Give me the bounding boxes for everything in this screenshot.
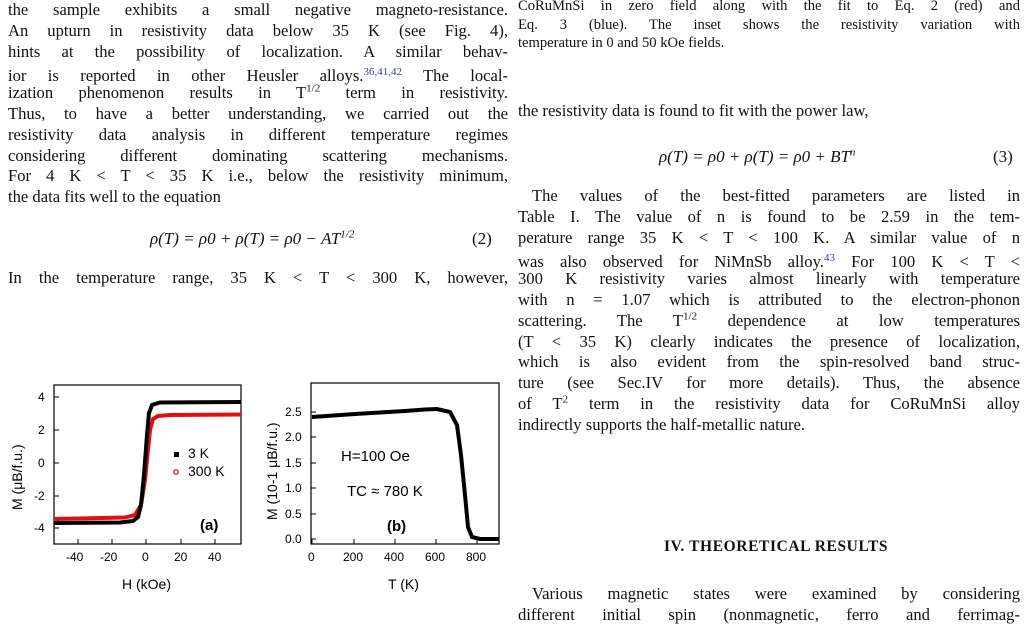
legend-marker-3K <box>174 452 179 457</box>
x-axis-label: H (kOe) <box>122 576 171 592</box>
x-tick-label: 400 <box>384 550 405 564</box>
tc-annotation: TC ≈ 780 K <box>347 483 423 500</box>
text-line: indirectly supports the half-metallic nature. <box>518 414 806 434</box>
y-tick-label: 0.0 <box>285 532 302 546</box>
text-line: which is also evident from the spin-resolved band struc- <box>518 352 1020 372</box>
y-axis-label: M (10-1 μB/f.u.) <box>264 422 280 520</box>
y-tick-label: 2 <box>38 423 45 437</box>
text-line: The values of the best-fitted parameters are listed in <box>532 186 1020 205</box>
y-tick-label: -4 <box>34 521 45 535</box>
y-tick-label: 0 <box>38 456 45 470</box>
y-tick-label: 1.5 <box>285 456 302 470</box>
x-tick-label: 0 <box>142 550 149 564</box>
text-line: ization phenomenon results in $T^{1/2}$ term in resistivity. <box>8 82 508 103</box>
y-tick-label: -2 <box>34 489 45 503</box>
field-annotation: H=100 Oe <box>341 448 410 465</box>
text-line: the resistivity data is found to fit with the power law, <box>518 101 869 120</box>
y-tick-label: 1.0 <box>285 481 302 495</box>
x-tick-label: 800 <box>466 550 487 564</box>
text-line: perature range 35 K < T < 100 K. A similar value of n <box>518 227 1020 247</box>
citation-link[interactable]: 36,41,42 <box>363 66 402 79</box>
y-tick-label: 2.0 <box>285 430 302 444</box>
y-tick-label: 4 <box>38 390 45 404</box>
figure-panel-a <box>0 375 255 605</box>
x-tick-label: 20 <box>174 550 188 564</box>
left-column-after-eq <box>8 268 508 289</box>
text-line: 300 K resistivity varies almost linearly with temperature <box>518 269 1020 289</box>
caption-line: temperature in 0 and 50 kOe fields. <box>518 35 725 52</box>
text-line: the sample exhibits a small negative magneto-resistance. <box>8 0 508 19</box>
text-line: of $T^2$ term in the resistivity data for CoRuMnSi alloy <box>518 393 1021 413</box>
x-axis-label: T (K) <box>388 576 419 592</box>
right-paragraph <box>518 186 1020 436</box>
panel-label-a: (a) <box>200 517 219 534</box>
text-line: the data fits well to the equation <box>8 187 221 207</box>
figure-caption <box>518 0 1020 53</box>
text-line: hints at the possibility of localization. A similar behav- <box>8 41 508 61</box>
y-tick-label: 0.5 <box>285 507 302 521</box>
x-tick-label: 40 <box>208 550 222 564</box>
text-line: Various magnetic states were examined by considering <box>532 584 1020 603</box>
text-line: scattering. The $T^{1/2}$ dependence at low temperatures <box>518 310 1020 330</box>
x-tick-label: -20 <box>100 550 118 564</box>
section-heading: IV. THEORETICAL RESULTS <box>664 538 889 555</box>
left-column-top <box>8 0 508 208</box>
text-line: with n = 1.07 which is attributed to the electron-phonon <box>518 289 1020 309</box>
legend-marker-300K <box>174 470 179 475</box>
text-line: was also observed for NiMnSb alloy.$^{43}$ For 100 K < T < <box>518 252 1020 272</box>
text-line: In the temperature range, 35 K < T < 300 K, however, <box>8 268 508 287</box>
x-tick-label: 0 <box>308 550 315 564</box>
text-line: ior is reported in other Heusler alloys.$^{36,41,42}$ The local- <box>8 66 508 86</box>
text-line: Thus, to have a better understanding, we carried out the <box>8 103 508 123</box>
legend-label-3K: 3 K <box>188 445 210 461</box>
panel-label-b: (b) <box>387 518 407 535</box>
equation-3-number: (3) <box>993 147 1013 166</box>
text-line: Table I. The value of n is found to be 2.59 in the tem- <box>518 206 1020 226</box>
text-line: ture (see Sec.IV for more details). Thus, the absence <box>518 373 1020 393</box>
x-tick-label: 200 <box>343 550 364 564</box>
legend-label-300K: 300 K <box>188 463 225 479</box>
caption-line: Eq. 3 (blue). The inset shows the resistivity variation with <box>518 16 1020 33</box>
text-line: resistivity data analysis in different temperature regimes <box>8 124 508 144</box>
right-final-paragraph <box>518 584 1020 626</box>
text-line: considering different dominating scattering mechanisms. <box>8 145 508 165</box>
text-line: different initial spin (nonmagnetic, ferro and ferrimag- <box>518 604 1020 624</box>
x-tick-label: 600 <box>425 550 446 564</box>
text-line: An upturn in resistivity data below 35 K (see Fig. 4), <box>8 20 508 40</box>
equation-2-number: (2) <box>472 229 492 248</box>
caption-line: CoRuMnSi in zero field along with the fit to Eq. 2 (red) and <box>518 0 1020 14</box>
figure-panel-b <box>255 375 510 605</box>
y-tick-label: 2.5 <box>285 405 302 419</box>
right-intro <box>518 101 1020 122</box>
text-line: (T < 35 K) clearly indicates the presence of localization, <box>518 331 1020 351</box>
equation-2: $\rho(T) = \rho 0 + \rho(T) = \rho 0 - AT^{1/2}$ <box>150 228 355 248</box>
x-tick-label: -40 <box>66 550 84 564</box>
citation-link[interactable]: 43 <box>823 252 835 265</box>
text-line: For 4 K < T < 35 K i.e., below the resistivity minimum, <box>8 166 508 186</box>
y-axis-label: M (μB/f.u.) <box>9 444 25 510</box>
equation-3: $\rho(T) = \rho 0 + \rho(T) = \rho 0 + BT^n$ <box>659 146 856 166</box>
